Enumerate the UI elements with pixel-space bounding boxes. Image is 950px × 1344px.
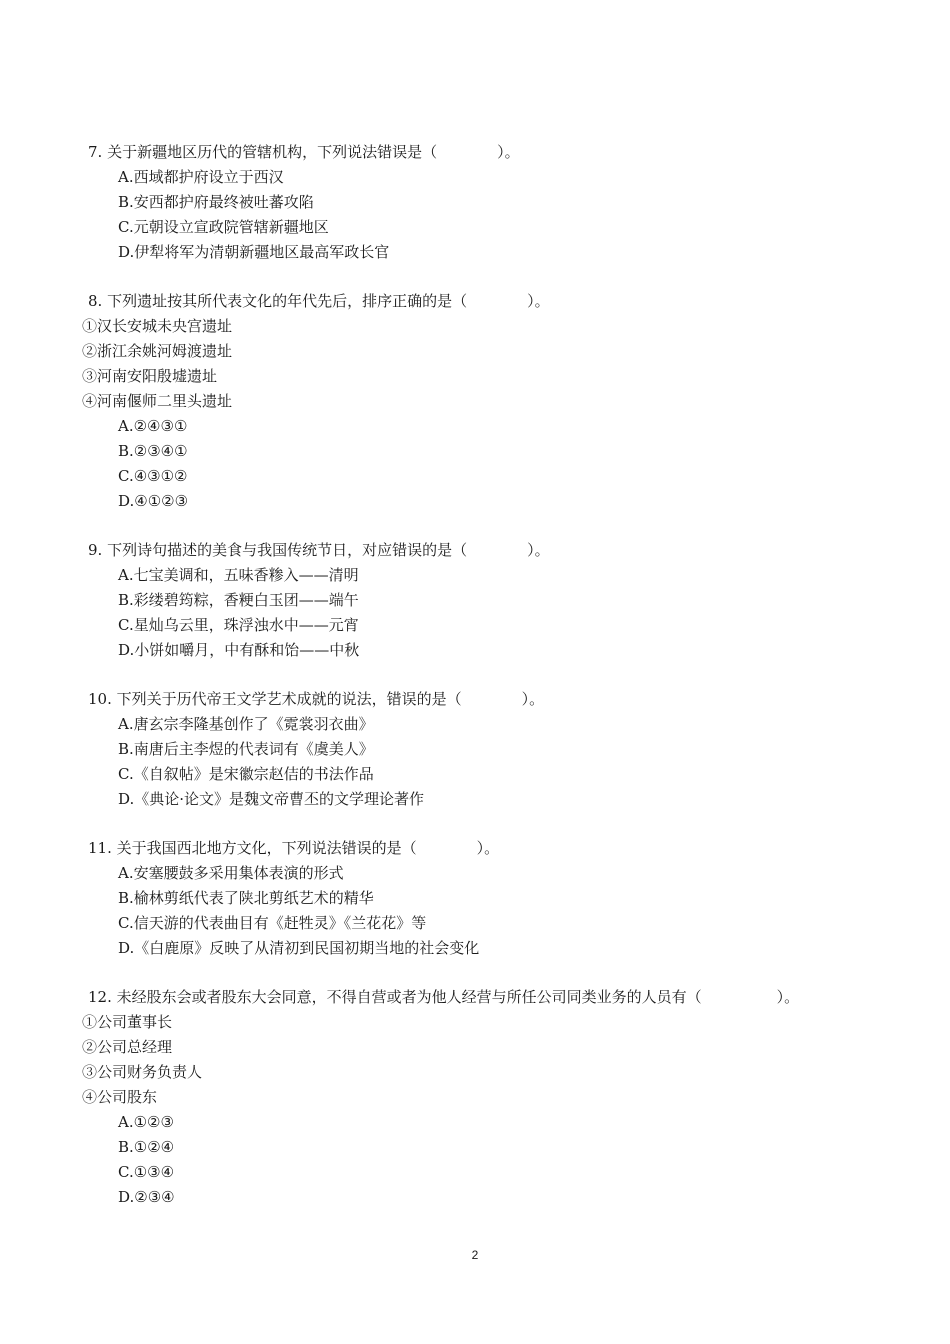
option-d: D.小饼如嚼月，中有酥和饴——中秋 <box>118 641 360 659</box>
question-9 <box>88 538 888 663</box>
option-a: A.七宝美调和，五味香糁入——清明 <box>118 566 359 584</box>
option-b: B.彩缕碧筠粽，香粳白玉团——端午 <box>118 591 359 609</box>
option-b: B.①②④ <box>118 1138 175 1156</box>
option-d: D.《白鹿原》反映了从清初到民国初期当地的社会变化 <box>118 939 480 957</box>
option-a: A.唐玄宗李隆基创作了《霓裳羽衣曲》 <box>118 715 374 733</box>
question-stem: 7. 关于新疆地区历代的管辖机构，下列说法错误是（ ）。 <box>88 143 520 161</box>
option-a: A.安塞腰鼓多采用集体表演的形式 <box>118 864 344 882</box>
question-10 <box>88 687 888 812</box>
option-c: C.④③①② <box>118 467 188 485</box>
list-item: ④公司股东 <box>82 1088 158 1106</box>
option-c: C.《自叙帖》是宋徽宗赵佶的书法作品 <box>118 765 374 783</box>
option-d: D.④①②③ <box>118 492 189 510</box>
option-b: B.南唐后主李煜的代表词有《虞美人》 <box>118 740 374 758</box>
option-d: D.②③④ <box>118 1188 175 1206</box>
list-item: ②公司总经理 <box>82 1038 173 1056</box>
option-a: A.①②③ <box>118 1113 174 1131</box>
option-c: C.信天游的代表曲目有《赶牲灵》《兰花花》等 <box>118 914 427 932</box>
question-stem: 8. 下列遗址按其所代表文化的年代先后，排序正确的是（ ）。 <box>88 292 550 310</box>
option-b: B.安西都护府最终被吐蕃攻陷 <box>118 193 314 211</box>
option-b: B.②③④① <box>118 442 188 460</box>
option-c: C.星灿乌云里，珠浮浊水中——元宵 <box>118 616 359 634</box>
option-a: A.西域都护府设立于西汉 <box>118 168 284 186</box>
question-stem: 10. 下列关于历代帝王文学艺术成就的说法，错误的是（ ）。 <box>88 690 545 708</box>
list-item: ②浙江余姚河姆渡遗址 <box>82 342 233 360</box>
question-stem: 9. 下列诗句描述的美食与我国传统节日，对应错误的是（ ）。 <box>88 541 550 559</box>
option-d: D.伊犁将军为清朝新疆地区最高军政长官 <box>118 243 390 261</box>
list-item: ③公司财务负责人 <box>82 1063 203 1081</box>
option-a: A.②④③① <box>118 417 188 435</box>
question-12 <box>82 985 888 1210</box>
question-stem: 11. 关于我国西北地方文化，下列说法错误的是（ ）。 <box>88 839 500 857</box>
list-item: ③河南安阳殷墟遗址 <box>82 367 218 385</box>
question-7 <box>88 140 888 265</box>
list-item: ④河南偃师二里头遗址 <box>82 392 233 410</box>
page-number: 2 <box>471 1248 479 1262</box>
list-item: ①公司董事长 <box>82 1013 173 1031</box>
question-8 <box>82 289 888 514</box>
question-stem: 12. 未经股东会或者股东大会同意，不得自营或者为他人经营与所任公司同类业务的人员有（ ）。 <box>88 988 800 1006</box>
question-11 <box>88 836 888 961</box>
option-d: D.《典论·论文》是魏文帝曹丕的文学理论著作 <box>118 790 425 808</box>
option-c: C.元朝设立宣政院管辖新疆地区 <box>118 218 329 236</box>
option-c: C.①③④ <box>118 1163 175 1181</box>
option-b: B.榆林剪纸代表了陕北剪纸艺术的精华 <box>118 889 374 907</box>
list-item: ①汉长安城未央宫遗址 <box>82 317 233 335</box>
